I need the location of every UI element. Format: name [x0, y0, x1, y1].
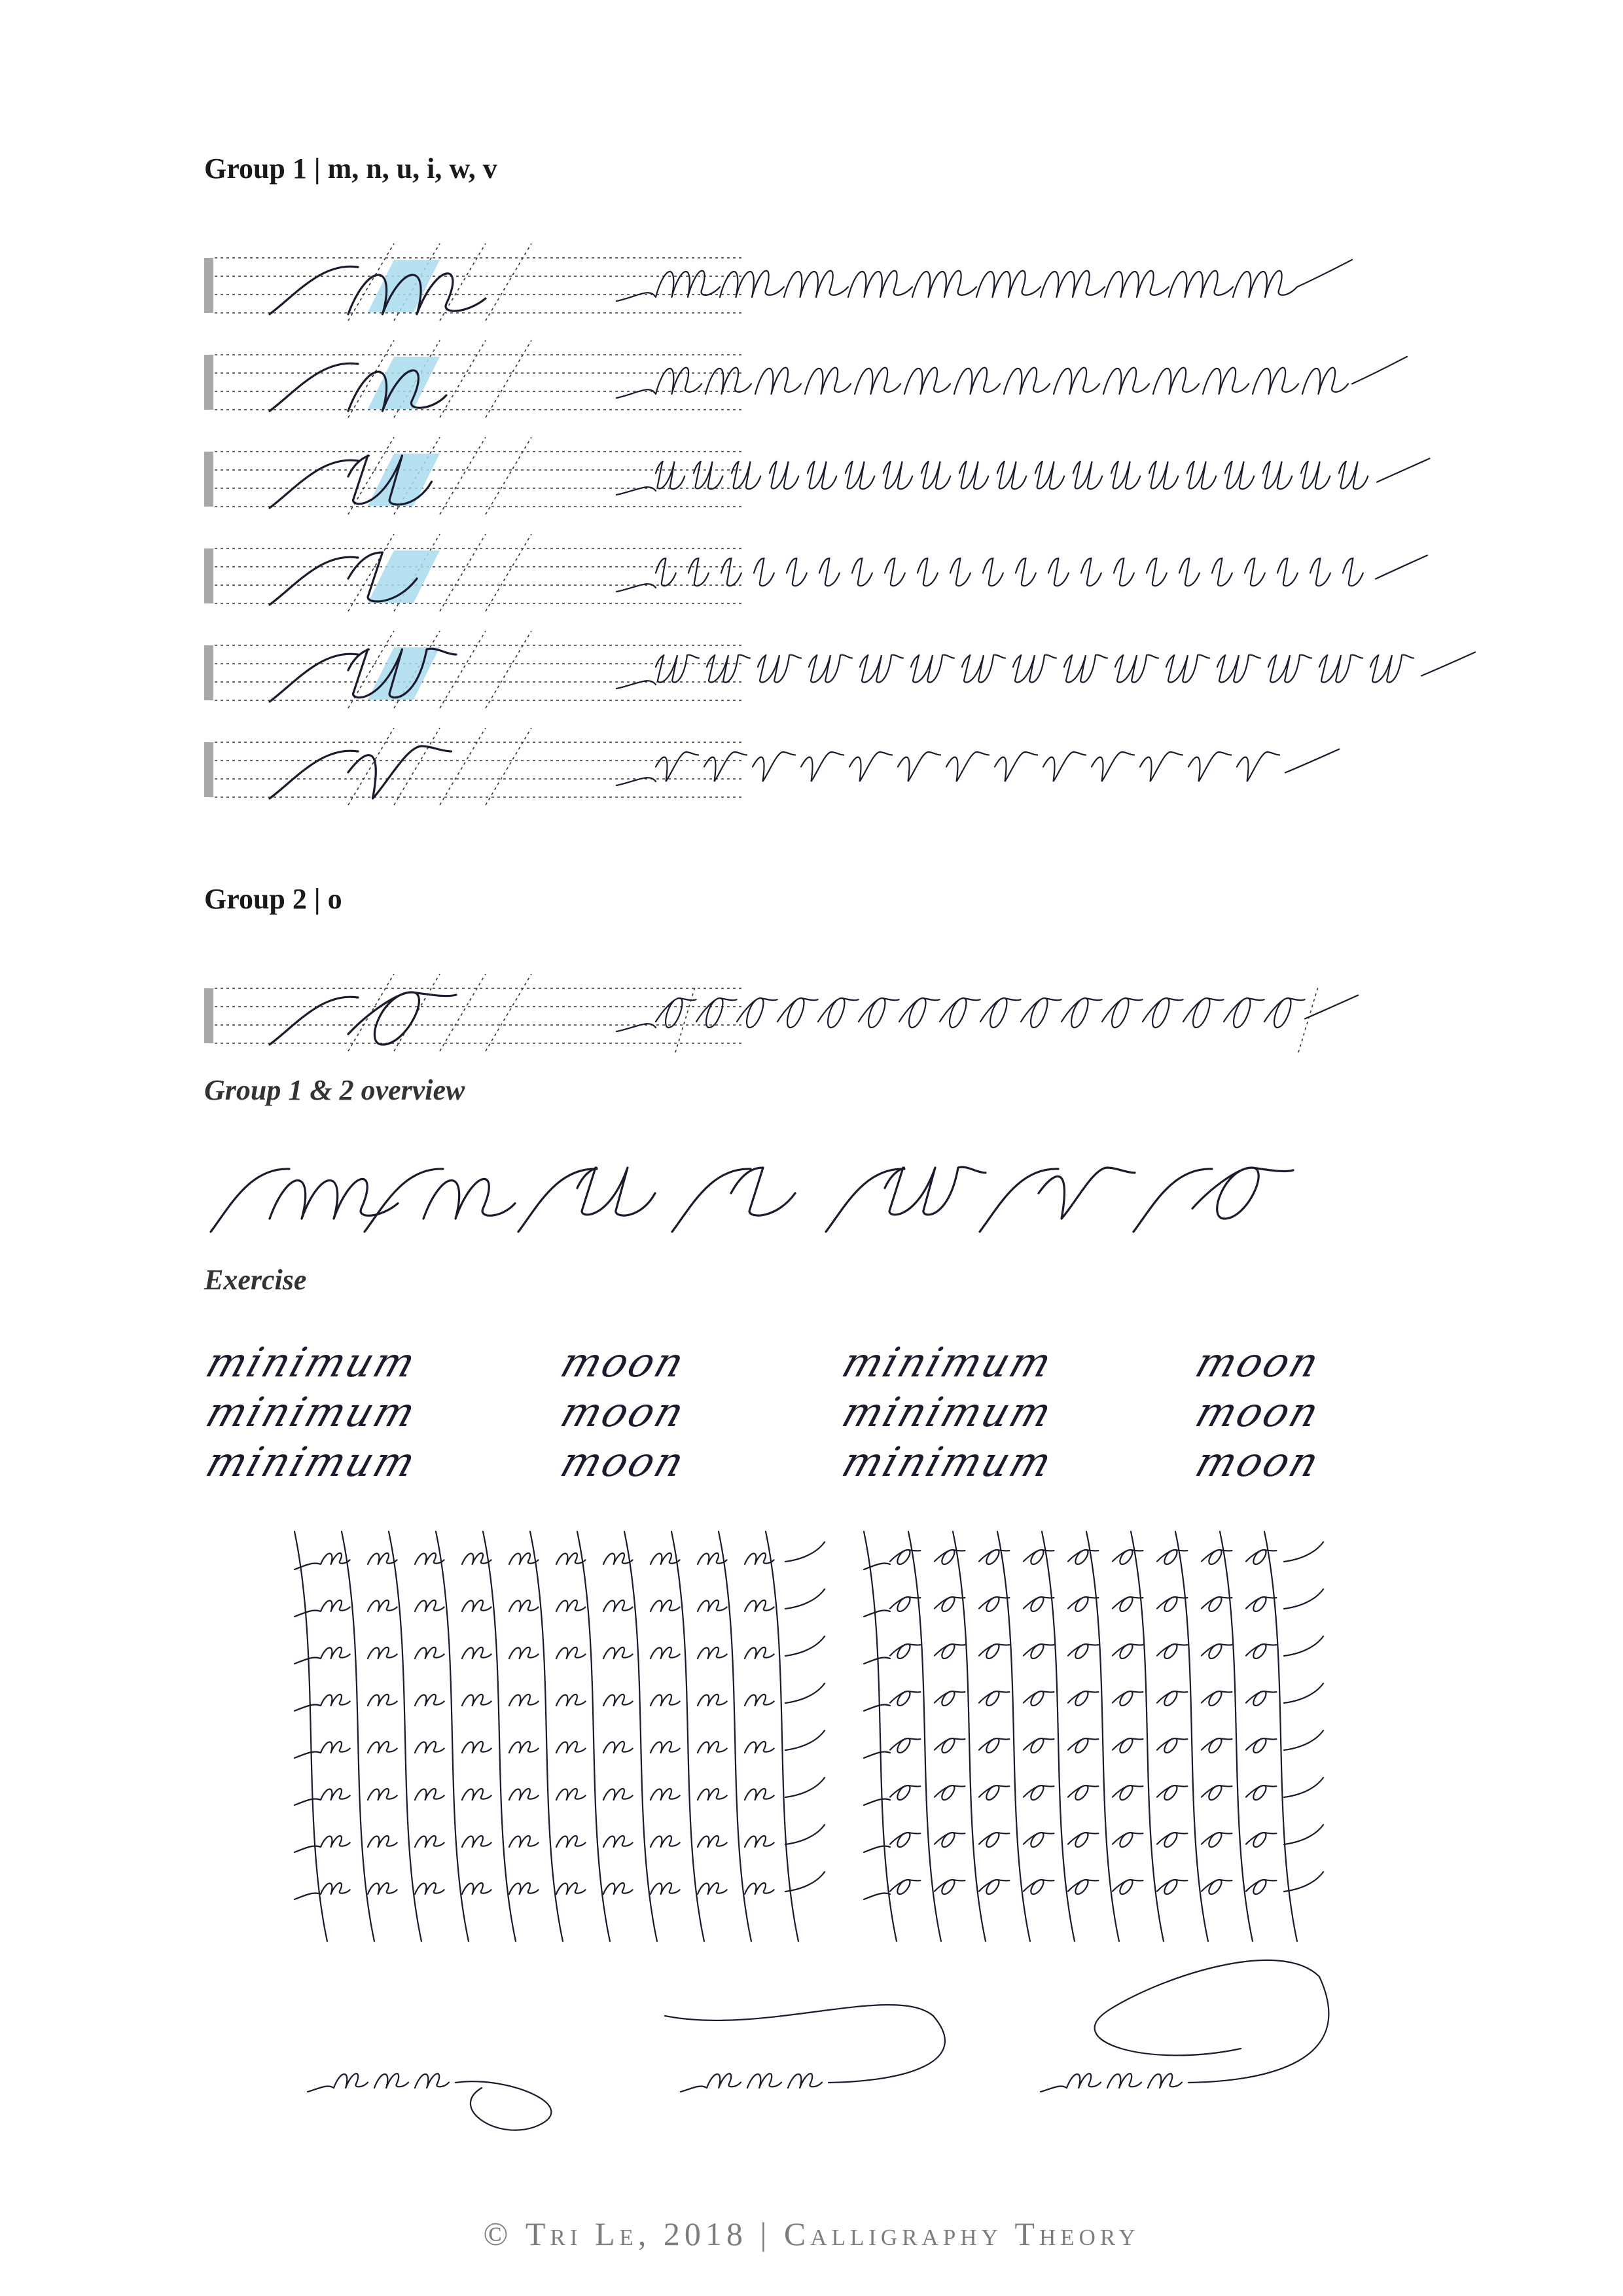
- grid-vertical-stroke: [483, 1532, 516, 1941]
- exercise-word-moon: moon: [1190, 1388, 1327, 1436]
- grid-row-n: [294, 1636, 825, 1664]
- grid-row-n: [294, 1778, 825, 1805]
- flourish: [665, 2005, 945, 2092]
- o-weave-grid: [851, 1525, 1309, 1996]
- practice-strip-o: [590, 974, 1623, 1059]
- exercise-word-moon: moon: [555, 1438, 692, 1486]
- copyright-icon: ©: [483, 2215, 513, 2252]
- grid-row-n: [294, 1683, 825, 1711]
- practice-row-v: [204, 741, 1513, 800]
- guide-bar: [204, 258, 213, 313]
- grid-row-n: [294, 1589, 825, 1617]
- practice-row-o: [204, 987, 1513, 1046]
- overview-heading: Group 1 & 2 overview: [204, 1074, 465, 1106]
- grid-row-n: [294, 1542, 825, 1570]
- grid-vertical-stroke: [294, 1532, 327, 1941]
- flourish: [308, 2073, 551, 2130]
- practice-row-n: [204, 353, 1513, 412]
- grid-vertical-stroke: [436, 1532, 469, 1941]
- exercise-word-moon: moon: [555, 1338, 692, 1386]
- grid-vertical-stroke: [671, 1532, 704, 1941]
- practice-strip-i: [590, 534, 1623, 619]
- overview-letter-w: [826, 1167, 986, 1232]
- flourish-label: nnn: [1067, 2114, 1068, 2115]
- overview-letter-v: [980, 1168, 1135, 1232]
- grid-vertical-stroke: [766, 1532, 798, 1941]
- practice-strip-m: [590, 243, 1623, 329]
- flourish-label: nnn: [334, 2114, 335, 2115]
- exercise-word-minimum: minimum: [836, 1388, 1060, 1436]
- practice-row-m: [204, 257, 1513, 315]
- grid-row-o: [864, 1636, 1323, 1664]
- grid-row-o: [864, 1778, 1323, 1805]
- exercise-word-moon: moon: [555, 1388, 692, 1436]
- guide-bar: [204, 988, 213, 1043]
- exercise-word-minimum: minimum: [836, 1438, 1060, 1486]
- exercise-word-moon: moon: [1190, 1338, 1327, 1386]
- group1-heading: Group 1 | m, n, u, i, w, v: [204, 152, 497, 185]
- guide-bar: [204, 645, 213, 700]
- practice-row-u: [204, 450, 1513, 509]
- guide-bar: [204, 452, 213, 507]
- exercise-word-minimum: minimum: [200, 1388, 423, 1436]
- overview-letter-n: [365, 1169, 515, 1232]
- overview-letter-m: [211, 1169, 398, 1232]
- exercise-word-minimum: minimum: [200, 1438, 423, 1486]
- group2-heading: Group 2 | o: [204, 883, 342, 915]
- exercise-word-minimum: minimum: [200, 1338, 423, 1386]
- n-weave-grid: [281, 1525, 818, 1996]
- practice-strip-v: [590, 728, 1623, 813]
- guide-bar: [204, 742, 213, 797]
- footer-credit: Tri Le, 2018 | Calligraphy Theory: [525, 2215, 1140, 2252]
- exercise-word-moon: moon: [1190, 1438, 1327, 1486]
- guide-bar: [204, 548, 213, 603]
- exercise-heading: Exercise: [204, 1264, 307, 1296]
- grid-vertical-stroke: [624, 1532, 657, 1941]
- practice-row-w: [204, 644, 1513, 703]
- flourish-label: nnn: [707, 2114, 708, 2115]
- grid-vertical-stroke: [342, 1532, 374, 1941]
- grid-vertical-stroke: [577, 1532, 610, 1941]
- flourish-row: [301, 1990, 1322, 2160]
- practice-row-i: [204, 547, 1513, 606]
- grid-vertical-stroke: [389, 1532, 421, 1941]
- overview-strip: [204, 1139, 1448, 1257]
- overview-letter-o: [1133, 1168, 1293, 1232]
- grid-vertical-stroke: [864, 1532, 897, 1941]
- grid-row-o: [864, 1542, 1323, 1570]
- grid-row-n: [294, 1825, 825, 1852]
- footer: [0, 2215, 1623, 2253]
- grid-row-o: [864, 1825, 1323, 1852]
- grid-row-n: [294, 1872, 825, 1899]
- grid-row-o: [864, 1683, 1323, 1711]
- grid-row-o: [864, 1589, 1323, 1617]
- practice-strip-w: [590, 631, 1623, 716]
- grid-row-n: [294, 1731, 825, 1758]
- grid-row-o: [864, 1731, 1323, 1758]
- grid-vertical-stroke: [530, 1532, 563, 1941]
- overview-letter-u: [518, 1168, 655, 1232]
- practice-strip-u: [590, 437, 1623, 522]
- practice-strip-n: [590, 340, 1623, 425]
- grid-vertical-stroke: [719, 1532, 751, 1941]
- guide-bar: [204, 355, 213, 410]
- overview-letter-i: [672, 1168, 795, 1232]
- exercise-word-minimum: minimum: [836, 1338, 1060, 1386]
